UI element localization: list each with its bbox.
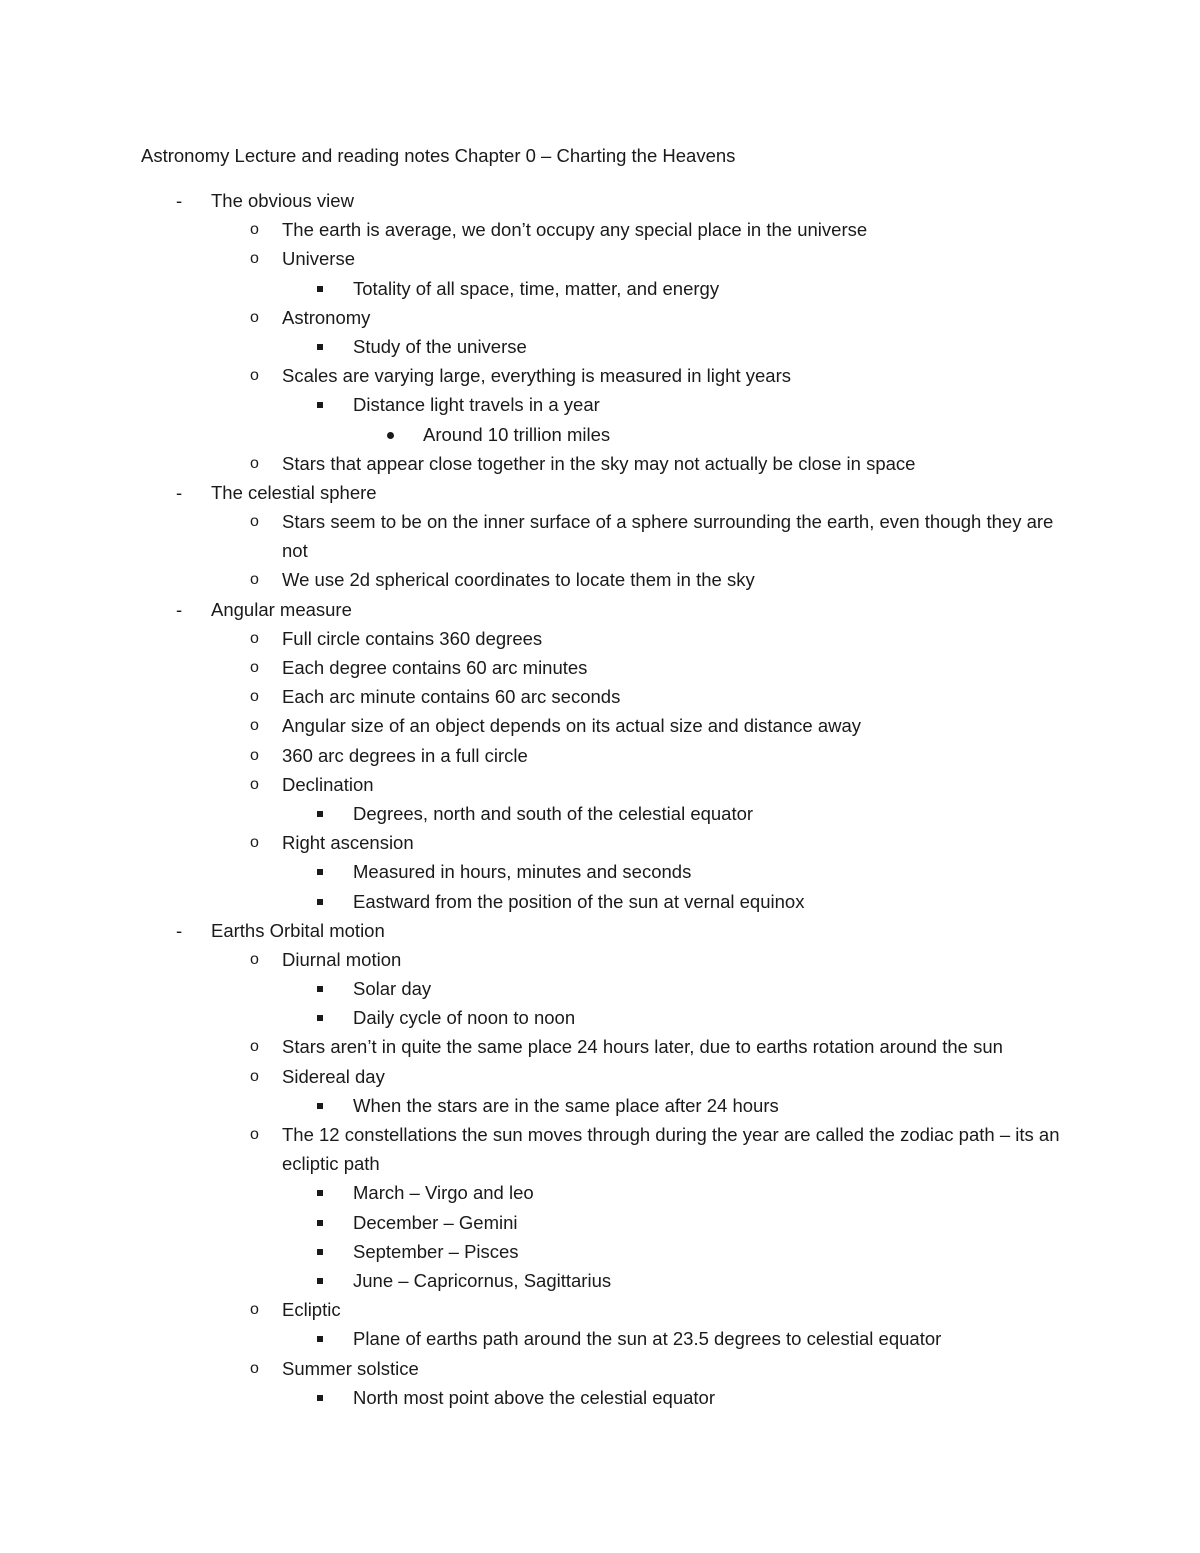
square-bullet-icon — [317, 1324, 323, 1353]
outline-item-text: Stars that appear close together in the sky may not actually be close in space — [282, 452, 916, 474]
outline-item-text: We use 2d spherical coordinates to locate them in the sky — [282, 569, 755, 591]
outline-item-level-3 — [0, 1383, 1200, 1412]
outline-item-text: Degrees, north and south of the celestial equator — [353, 802, 754, 824]
outline-item-level-3 — [0, 390, 1200, 419]
outline-item-level-3 — [0, 1266, 1200, 1295]
outline-item-level-4 — [0, 420, 1200, 449]
square-bullet-shape — [317, 402, 323, 408]
dash-bullet: - — [176, 919, 183, 941]
outline-item-level-2 — [0, 1032, 1200, 1061]
square-bullet-shape — [317, 1103, 323, 1109]
square-bullet-shape — [317, 1336, 323, 1342]
square-bullet-icon — [317, 1178, 323, 1207]
square-bullet-shape — [317, 1015, 323, 1021]
outline-item-text: North most point above the celestial equator — [353, 1386, 715, 1408]
outline-item-text: Diurnal motion — [282, 948, 402, 970]
outline-item-level-1 — [0, 916, 1200, 945]
outline-item-level-2 — [0, 1120, 1200, 1178]
outline-item-level-3 — [0, 332, 1200, 361]
circle-o-bullet: o — [250, 1038, 259, 1056]
outline-item-text: Declination — [282, 773, 374, 795]
square-bullet-icon — [317, 887, 323, 916]
outline-item-level-2 — [0, 565, 1200, 594]
circle-o-bullet: o — [250, 1301, 259, 1319]
outline-item-level-3 — [0, 1324, 1200, 1353]
outline-item-text: Universe — [282, 248, 355, 270]
square-bullet-icon — [317, 332, 323, 361]
outline-item-text: March – Virgo and leo — [353, 1182, 534, 1204]
outline-item-level-3 — [0, 1003, 1200, 1032]
square-bullet-shape — [317, 1278, 323, 1284]
outline-item-level-3 — [0, 1208, 1200, 1237]
outline-item-level-3 — [0, 1237, 1200, 1266]
outline-item-level-3 — [0, 857, 1200, 886]
circle-o-bullet: o — [250, 834, 259, 852]
outline-item-level-2 — [0, 770, 1200, 799]
outline-item-text: Sidereal day — [282, 1065, 385, 1087]
outline-item-text: When the stars are in the same place after 24 hours — [353, 1094, 779, 1116]
outline-item-level-3 — [0, 974, 1200, 1003]
circle-o-bullet: o — [250, 775, 259, 793]
outline-item-text: The celestial sphere — [211, 481, 377, 503]
outline-item-text: Measured in hours, minutes and seconds — [353, 861, 692, 883]
outline-item-text: Full circle contains 360 degrees — [282, 627, 543, 649]
outline-item-text: June – Capricornus, Sagittarius — [353, 1269, 612, 1291]
outline-item-text: Solar day — [353, 978, 432, 1000]
outline-item-level-3 — [0, 1091, 1200, 1120]
square-bullet-icon — [317, 974, 323, 1003]
outline-item-text: Plane of earths path around the sun at 23.5 degrees to celestial equator — [353, 1328, 942, 1350]
circle-o-bullet: o — [250, 950, 259, 968]
document-title: Astronomy Lecture and reading notes Chapter 0 – Charting the Heavens — [141, 145, 736, 166]
outline-item-text: Eastward from the position of the sun at vernal equinox — [353, 890, 805, 912]
circle-o-bullet: o — [250, 659, 259, 677]
outline-item-text: The obvious view — [211, 190, 354, 211]
outline-item-text: 360 arc degrees in a full circle — [282, 744, 528, 766]
outline-item-text: September – Pisces — [353, 1240, 519, 1262]
outline-item-text: Earths Orbital motion — [211, 919, 385, 941]
outline-item-text: The 12 constellations the sun moves through during the year are called the zodiac path – its an ecliptic path — [282, 1124, 1060, 1175]
outline-item-level-2 — [0, 682, 1200, 711]
outline-item-text: Angular measure — [211, 598, 352, 620]
dash-bullet: - — [176, 598, 183, 620]
circle-o-bullet: o — [250, 1067, 259, 1085]
square-bullet-icon — [317, 1266, 323, 1295]
outline-item-text: Ecliptic — [282, 1299, 341, 1321]
outline-item-level-2 — [0, 1295, 1200, 1324]
outline-item-level-1 — [0, 478, 1200, 507]
outline-item-level-2 — [0, 244, 1200, 273]
outline-item-level-2 — [0, 711, 1200, 740]
dash-bullet: - — [176, 481, 183, 503]
square-bullet-shape — [317, 986, 323, 992]
circle-o-bullet: o — [250, 221, 259, 239]
outline-item-text: Angular size of an object depends on its actual size and distance away — [282, 715, 862, 737]
outline-item-level-3 — [0, 1178, 1200, 1207]
round-bullet-shape — [387, 432, 394, 439]
circle-o-bullet: o — [250, 513, 259, 531]
outline-item-level-3 — [0, 274, 1200, 303]
square-bullet-icon — [317, 274, 323, 303]
outline-item-level-2 — [0, 945, 1200, 974]
outline-item-level-1 — [0, 595, 1200, 624]
square-bullet-icon — [317, 799, 323, 828]
square-bullet-shape — [317, 899, 323, 905]
outline-item-text: December – Gemini — [353, 1211, 518, 1233]
outline-item-level-2 — [0, 507, 1200, 565]
notes-outline — [0, 186, 1200, 1412]
circle-o-bullet: o — [250, 308, 259, 326]
square-bullet-shape — [317, 1395, 323, 1401]
outline-item-level-2 — [0, 215, 1200, 244]
square-bullet-icon — [317, 1091, 323, 1120]
square-bullet-icon — [317, 390, 323, 419]
outline-item-level-2 — [0, 1062, 1200, 1091]
square-bullet-icon — [317, 1383, 323, 1412]
square-bullet-shape — [317, 869, 323, 875]
circle-o-bullet: o — [250, 250, 259, 268]
circle-o-bullet: o — [250, 454, 259, 472]
outline-item-level-2 — [0, 741, 1200, 770]
outline-item-text: Scales are varying large, everything is measured in light years — [282, 365, 791, 387]
circle-o-bullet: o — [250, 1126, 259, 1144]
outline-item-text: Summer solstice — [282, 1357, 419, 1379]
outline-item-level-2 — [0, 653, 1200, 682]
outline-item-text: Stars aren’t in quite the same place 24 hours later, due to earths rotation around the sun — [282, 1036, 1003, 1058]
outline-item-text: Distance light travels in a year — [353, 394, 600, 416]
circle-o-bullet: o — [250, 746, 259, 764]
circle-o-bullet: o — [250, 1359, 259, 1377]
outline-item-level-2 — [0, 449, 1200, 478]
outline-item-level-2 — [0, 303, 1200, 332]
outline-item-text: Each arc minute contains 60 arc seconds — [282, 686, 621, 708]
outline-item-level-3 — [0, 887, 1200, 916]
outline-item-text: Each degree contains 60 arc minutes — [282, 657, 588, 679]
outline-item-text: Study of the universe — [353, 335, 527, 357]
circle-o-bullet: o — [250, 571, 259, 589]
round-bullet-icon — [387, 420, 394, 449]
circle-o-bullet: o — [250, 688, 259, 706]
circle-o-bullet: o — [250, 717, 259, 735]
outline-item-text: Around 10 trillion miles — [423, 423, 611, 445]
square-bullet-shape — [317, 1190, 323, 1196]
outline-item-level-2 — [0, 828, 1200, 857]
outline-item-text: Totality of all space, time, matter, and energy — [353, 277, 720, 299]
square-bullet-icon — [317, 857, 323, 886]
square-bullet-shape — [317, 1249, 323, 1255]
outline-item-level-3 — [0, 799, 1200, 828]
outline-item-level-2 — [0, 361, 1200, 390]
circle-o-bullet: o — [250, 367, 259, 385]
outline-item-text: The earth is average, we don’t occupy any special place in the universe — [282, 219, 868, 241]
square-bullet-shape — [317, 286, 323, 292]
square-bullet-icon — [317, 1237, 323, 1266]
square-bullet-icon — [317, 1003, 323, 1032]
square-bullet-shape — [317, 344, 323, 350]
outline-item-text: Right ascension — [282, 832, 414, 854]
square-bullet-icon — [317, 1208, 323, 1237]
circle-o-bullet: o — [250, 629, 259, 647]
outline-item-level-2 — [0, 624, 1200, 653]
outline-item-level-1 — [0, 186, 1200, 215]
square-bullet-shape — [317, 811, 323, 817]
outline-item-text: Stars seem to be on the inner surface of a sphere surrounding the earth, even though they are not — [282, 511, 1054, 562]
outline-item-text: Astronomy — [282, 306, 371, 328]
outline-item-text: Daily cycle of noon to noon — [353, 1007, 576, 1029]
square-bullet-shape — [317, 1220, 323, 1226]
outline-item-level-2 — [0, 1354, 1200, 1383]
dash-bullet: - — [176, 190, 183, 211]
